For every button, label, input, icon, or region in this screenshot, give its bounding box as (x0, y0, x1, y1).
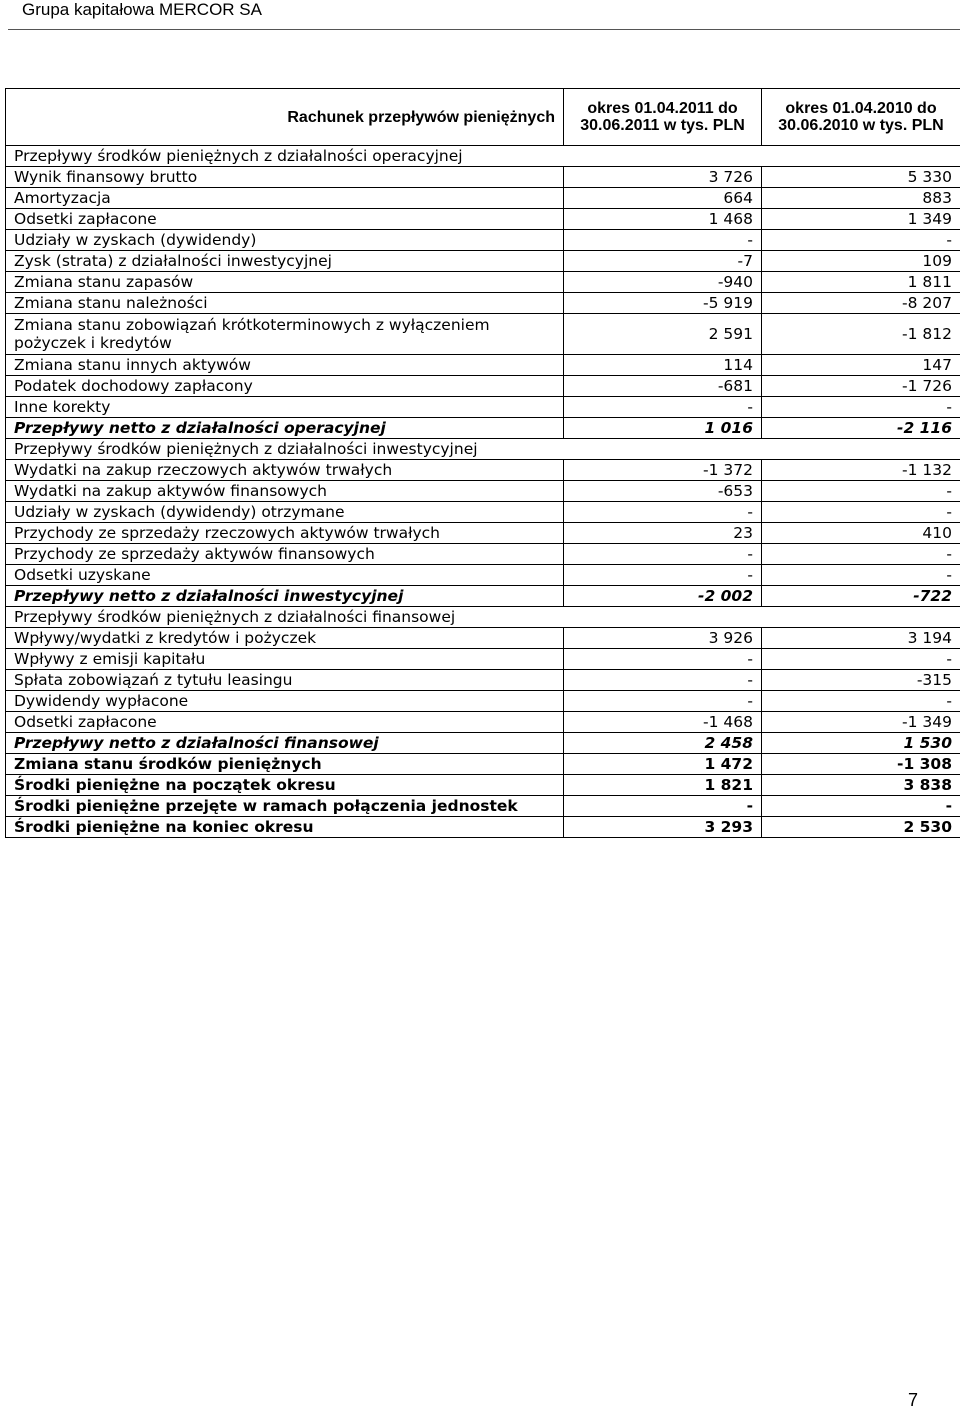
value-2011: 664 (564, 188, 762, 209)
row-label: Wpływy z emisji kapitału (6, 649, 564, 670)
value-2011: -7 (564, 251, 762, 272)
table-row (6, 293, 960, 314)
value-2010: 109 (762, 251, 960, 272)
row-label: Zmiana stanu innych aktywów (6, 355, 564, 376)
value-2010: - (762, 691, 960, 712)
value-2011: 1 468 (564, 209, 762, 230)
value-2011: -653 (564, 481, 762, 502)
row-label: Przychody ze sprzedaży rzeczowych aktywów trwałych (6, 523, 564, 544)
value-2011: 1 821 (564, 775, 762, 796)
table-row (6, 460, 960, 481)
value-2010: -1 349 (762, 712, 960, 733)
section-label: Przepływy środków pieniężnych z działalności operacyjnej (6, 146, 960, 167)
value-2011: 1 472 (564, 754, 762, 775)
value-2011: -1 468 (564, 712, 762, 733)
table-row (6, 188, 960, 209)
value-2011: -940 (564, 272, 762, 293)
section-header-row (6, 146, 960, 167)
value-2010: - (762, 502, 960, 523)
value-2010: -1 132 (762, 460, 960, 481)
table-header-row (6, 89, 960, 146)
table-row (6, 209, 960, 230)
table-row (6, 481, 960, 502)
row-label: Odsetki uzyskane (6, 565, 564, 586)
value-2011: 23 (564, 523, 762, 544)
value-2010: 3 194 (762, 628, 960, 649)
value-2010: 1 811 (762, 272, 960, 293)
table-row (6, 272, 960, 293)
value-2010: -315 (762, 670, 960, 691)
section-header-row (6, 607, 960, 628)
row-label: Środki pieniężne na początek okresu (6, 775, 564, 796)
total-row (6, 817, 960, 838)
value-2010: 1 530 (762, 733, 960, 754)
value-2010: 1 349 (762, 209, 960, 230)
table-row (6, 355, 960, 376)
table-row (6, 230, 960, 251)
table-title: Rachunek przepływów pieniężnych (6, 89, 564, 146)
row-label: Udziały w zyskach (dywidendy) otrzymane (6, 502, 564, 523)
value-2010: - (762, 796, 960, 817)
row-label: Udziały w zyskach (dywidendy) (6, 230, 564, 251)
table-row (6, 649, 960, 670)
table-row (6, 523, 960, 544)
value-2011: - (564, 565, 762, 586)
row-label: Zmiana stanu zapasów (6, 272, 564, 293)
table-body (6, 146, 960, 838)
value-2010: 2 530 (762, 817, 960, 838)
row-label: Zmiana stanu zobowiązań krótkoterminowych z wyłączeniem pożyczek i kredytów (6, 314, 564, 355)
value-2010: -1 812 (762, 314, 960, 355)
subtotal-row (6, 733, 960, 754)
row-label: Przepływy netto z działalności finansowej (6, 733, 564, 754)
total-row (6, 775, 960, 796)
value-2011: 2 591 (564, 314, 762, 355)
subtotal-row (6, 586, 960, 607)
value-2010: - (762, 649, 960, 670)
table-row (6, 376, 960, 397)
section-label: Przepływy środków pieniężnych z działalności inwestycyjnej (6, 439, 960, 460)
table-row (6, 691, 960, 712)
table-row (6, 544, 960, 565)
value-2010: - (762, 230, 960, 251)
value-2011: - (564, 691, 762, 712)
value-2011: - (564, 397, 762, 418)
row-label: Wydatki na zakup rzeczowych aktywów trwałych (6, 460, 564, 481)
value-2010: -1 726 (762, 376, 960, 397)
row-label: Środki pieniężne na koniec okresu (6, 817, 564, 838)
row-label: Wydatki na zakup aktywów finansowych (6, 481, 564, 502)
row-label: Zmiana stanu należności (6, 293, 564, 314)
value-2010: - (762, 544, 960, 565)
value-2011: 3 726 (564, 167, 762, 188)
value-2011: - (564, 544, 762, 565)
value-2010: -2 116 (762, 418, 960, 439)
row-label: Przepływy netto z działalności operacyjnej (6, 418, 564, 439)
value-2011: -681 (564, 376, 762, 397)
value-2010: 883 (762, 188, 960, 209)
value-2011: 1 016 (564, 418, 762, 439)
row-label: Dywidendy wypłacone (6, 691, 564, 712)
value-2010: -1 308 (762, 754, 960, 775)
subtotal-row (6, 418, 960, 439)
value-2011: 3 926 (564, 628, 762, 649)
table-row (6, 628, 960, 649)
row-label: Amortyzacja (6, 188, 564, 209)
table-row (6, 502, 960, 523)
table-row (6, 397, 960, 418)
row-label: Inne korekty (6, 397, 564, 418)
value-2011: 3 293 (564, 817, 762, 838)
row-label: Wynik finansowy brutto (6, 167, 564, 188)
header-rule (8, 29, 960, 30)
section-header-row (6, 439, 960, 460)
page-header-company: Grupa kapitałowa MERCOR SA (22, 0, 262, 20)
row-label: Przepływy netto z działalności inwestycyjnej (6, 586, 564, 607)
column-header-period-2010: okres 01.04.2010 do 30.06.2010 w tys. PLN (762, 89, 960, 146)
value-2011: -1 372 (564, 460, 762, 481)
row-label: Przychody ze sprzedaży aktywów finansowych (6, 544, 564, 565)
table-row (6, 565, 960, 586)
row-label: Spłata zobowiązań z tytułu leasingu (6, 670, 564, 691)
value-2010: -8 207 (762, 293, 960, 314)
row-label: Zysk (strata) z działalności inwestycyjnej (6, 251, 564, 272)
value-2010: 410 (762, 523, 960, 544)
value-2010: 147 (762, 355, 960, 376)
row-label: Podatek dochodowy zapłacony (6, 376, 564, 397)
value-2011: - (564, 230, 762, 251)
row-label: Odsetki zapłacone (6, 209, 564, 230)
row-label: Środki pieniężne przejęte w ramach połączenia jednostek (6, 796, 564, 817)
value-2011: -5 919 (564, 293, 762, 314)
value-2010: - (762, 397, 960, 418)
value-2010: 5 330 (762, 167, 960, 188)
value-2010: -722 (762, 586, 960, 607)
value-2010: 3 838 (762, 775, 960, 796)
value-2011: 2 458 (564, 733, 762, 754)
table-row (6, 251, 960, 272)
row-label: Zmiana stanu środków pieniężnych (6, 754, 564, 775)
value-2011: - (564, 670, 762, 691)
value-2010: - (762, 565, 960, 586)
total-row (6, 754, 960, 775)
total-row (6, 796, 960, 817)
value-2011: - (564, 502, 762, 523)
table-row (6, 167, 960, 188)
row-label: Odsetki zapłacone (6, 712, 564, 733)
table-row (6, 712, 960, 733)
value-2011: -2 002 (564, 586, 762, 607)
cash-flow-table (5, 88, 960, 838)
value-2011: 114 (564, 355, 762, 376)
section-label: Przepływy środków pieniężnych z działalności finansowej (6, 607, 960, 628)
row-label: Wpływy/wydatki z kredytów i pożyczek (6, 628, 564, 649)
value-2010: - (762, 481, 960, 502)
table-row (6, 314, 960, 355)
value-2011: - (564, 796, 762, 817)
page-number: 7 (908, 1390, 918, 1411)
table-row (6, 670, 960, 691)
column-header-period-2011: okres 01.04.2011 do 30.06.2011 w tys. PLN (564, 89, 762, 146)
value-2011: - (564, 649, 762, 670)
